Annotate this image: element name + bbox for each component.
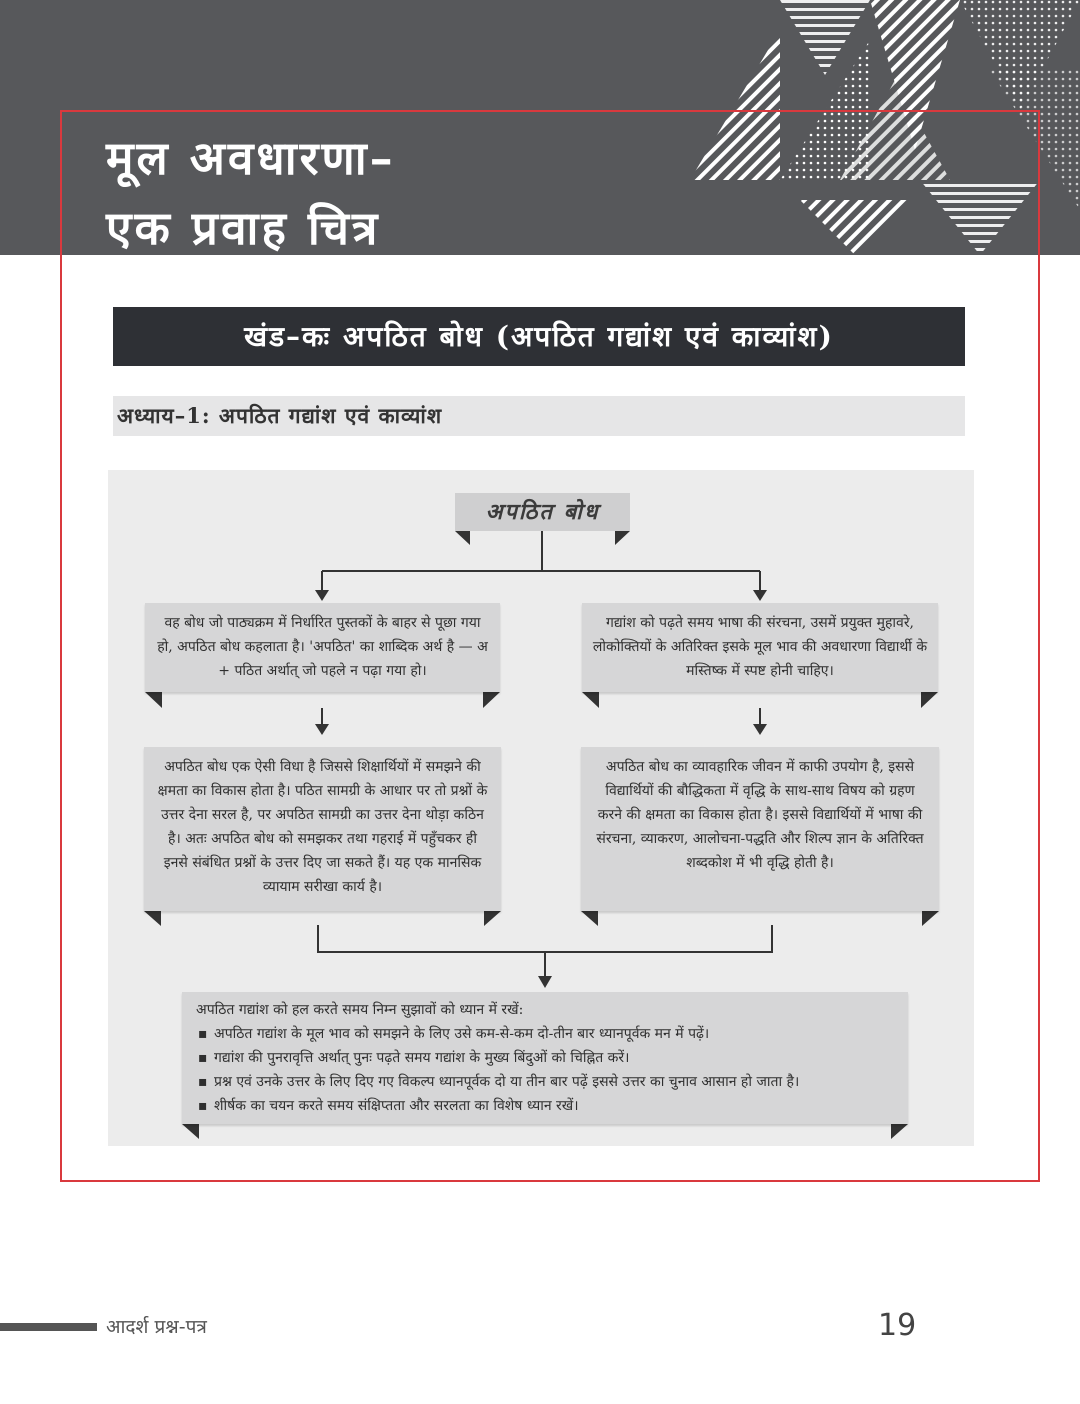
page-number: 19 xyxy=(878,1308,917,1343)
footer-rule xyxy=(0,1323,97,1331)
tip-item: ▪ शीर्षक का चयन करते समय संक्षिप्तता और सरलता का विशेष ध्यान रखें। xyxy=(214,1094,894,1118)
chapter-title: अध्याय–1: अपठित गद्यांश एवं काव्यांश xyxy=(113,396,965,436)
structure-box: गद्यांश को पढ़ते समय भाषा की संरचना, उसमें प्रयुक्त मुहावरे, लोकोक्तियों के अतिरिक्त इसके मूल भाव की अवधारणा विद्यार्थी के मस्तिष्क में स्पष्ट होनी चाहिए। xyxy=(582,603,938,692)
tip-item: ▪ प्रश्न एवं उनके उत्तर के लिए दिए गए विकल्प ध्यानपूर्वक दो या तीन बार पढ़ें इससे उत्तर का चुनाव आसान हो जाता है। xyxy=(214,1070,894,1094)
definition-box: वह बोध जो पाठ्यक्रम में निर्धारित पुस्तकों के बाहर से पूछा गया हो, अपठित बोध कहलाता है। 'अपठित' का शाब्दिक अर्थ है — अ + पठित अर्थात् जो पहले न पढ़ा गया हो। xyxy=(145,603,500,692)
tip-item: ▪ गद्यांश की पुनरावृत्ति अर्थात् पुनः पढ़ते समय गद्यांश के मुख्य बिंदुओं को चिह्नित करें। xyxy=(214,1046,894,1070)
section-title: खंड–कः अपठित बोध (अपठित गद्यांश एवं काव्यांश) xyxy=(113,307,965,366)
flowchart-root-label: अपठित बोध xyxy=(455,493,630,531)
tips-heading: अपठित गद्यांश को हल करते समय निम्न सुझावों को ध्यान में रखें: xyxy=(196,1002,524,1018)
page-title-line-1: मूल अवधारणा– xyxy=(106,131,396,185)
footer-label: आदर्श प्रश्न-पत्र xyxy=(106,1316,207,1338)
benefits-box: अपठित बोध का व्यावहारिक जीवन में काफी उपयोग है, इससे विद्यार्थियों की बौद्धिकता में वृद्धि के साथ-साथ विषय को ग्रहण करने की क्षमता का विकास होता है। इससे विद्यार्थियों में भाषा की संरचना, व्याकरण, आलोचना-पद्धति और शिल्प ज्ञान के अतिरिक्त शब्दकोश में भी वृद्धि होती है। xyxy=(581,747,939,911)
tips-list xyxy=(196,1022,894,1118)
page-title-line-2: एक प्रवाह चित्र xyxy=(106,201,381,255)
tip-item: ▪ अपठित गद्यांश के मूल भाव को समझने के लिए उसे कम-से-कम दो-तीन बार ध्यानपूर्वक मन में पढ़ें। xyxy=(214,1022,894,1046)
tips-box xyxy=(182,992,908,1124)
purpose-box: अपठित बोध एक ऐसी विधा है जिससे शिक्षार्थियों में समझने की क्षमता का विकास होता है। पठित सामग्री के आधार पर तो प्रश्नों के उत्तर देना सरल है, पर अपठित सामग्री का उत्तर देना थोड़ा कठिन है। अतः अपठित बोध को समझकर तथा गहराई में पहुँचकर ही इनसे संबंधित प्रश्नों के उत्तर दिए जा सकते हैं। यह एक मानसिक व्यायाम सरीखा कार्य है। xyxy=(144,747,501,911)
